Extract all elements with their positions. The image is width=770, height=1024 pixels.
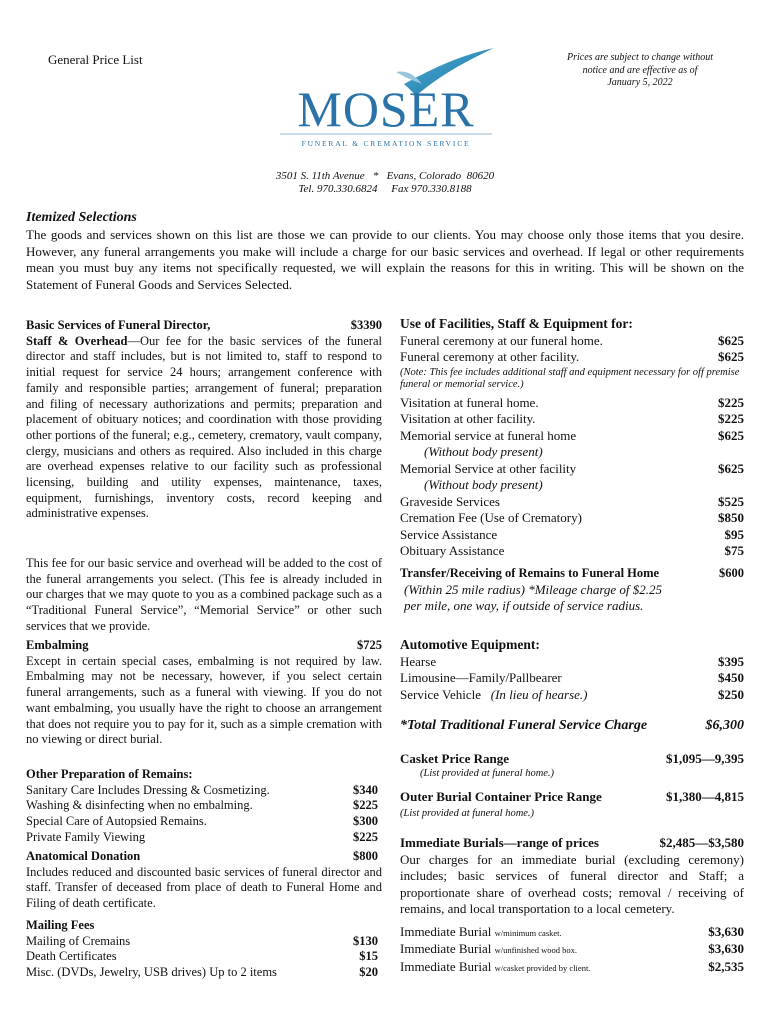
immediate-burial-title: Immediate Burials—range of prices [400,835,599,850]
list-item: Funeral ceremony at our funeral home. $625 [400,332,744,348]
list-item-sub: (Without body present) [424,477,543,492]
outer-container-price: $1,380—4,815 [666,789,744,804]
other-prep-section [26,767,382,846]
other-prep-title: Other Preparation of Remains: [26,767,193,781]
list-item: Graveside Services $525 [400,493,744,509]
list-item: Misc. (DVDs, Jewelry, USB drives) Up to 2 items $20 [26,965,378,980]
outer-container-section [400,789,744,820]
embalming-title: Embalming [26,638,89,652]
anatomical-section [26,849,382,912]
outer-container-note: (List provided at funeral home.) [400,807,535,819]
facilities-title: Use of Facilities, Staff & Equipment for: [400,316,633,331]
list-item: Washing & disinfecting when no embalming. $225 [26,798,378,813]
embalming-price: $725 [357,638,382,652]
facilities-note: (Note: This fee includes additional staff and equipment necessary for off premise funeral or memorial service.) [400,366,740,390]
section-title: Itemized Selections [26,210,137,225]
prices-note-line: January 5, 2022 [607,77,673,88]
list-item: Visitation at funeral home. $225 [400,394,744,410]
total-label: *Total Traditional Funeral Service Charge [400,718,648,733]
immediate-burial-price: $2,485—$3,580 [659,835,744,850]
list-item: Service Assistance $95 [400,526,744,542]
prices-note-line: Prices are subject to change without [567,52,713,63]
list-item-sub: (Without body present) [424,444,543,459]
address [0,170,770,196]
basic-services-section [26,318,382,522]
list-item: Sanitary Care Includes Dressing & Cosmetizing. $340 [26,782,378,797]
immediate-burial-section [400,835,744,976]
prices-note-line: notice and are effective as of [582,64,698,76]
automotive-section [400,637,744,703]
address-line: 3501 S. 11th Avenue * Evans, Colorado 80620 [275,170,495,182]
list-item: Immediate Burial w/casket provided by client. $2,535 [400,958,744,974]
phone-fax-line: Tel. 970.330.6824 Fax 970.330.8188 [298,183,472,195]
intro-paragraph: The goods and services shown on this list are those we can provide to our clients. You may choose only those items that you desire. However, any funeral arrangements you make will include a charge for our basic services and overhead. If legal or other requirements mean you must buy any items not specifically requested, we will explain the reasons for this in writing. This will be shown on the Statement of Funeral Goods and Services Selected. [26,227,744,292]
list-item: Immediate Burial w/minimum casket. $3,630 [400,923,744,939]
total-price: $6,300 [705,718,744,733]
basic-services-text: —Our fee for the basic services of the funeral director and staff includes, but is not limited to, staff to respond to initial request for service 24 hours; arrangement conference with family and responsible parties; arrangement of funeral; preparation and filing of necessary authorizations and permits; preparation and placement of obituary notices; and coordination with those providing other portions of the funeral; e.g., cemetery, crematory, vault company, clergy, musicians and others as required. Also included in this charge are overhead expenses relative to our facility such as professional licensing, building and utility expenses, maintenance, taxes, equipment, furnishings, inventory costs, record keeping and administrative expenses. [26,333,382,521]
moser-logo [276,46,496,156]
automotive-title: Automotive Equipment: [400,637,540,652]
list-item: Hearse $395 [400,653,744,669]
transfer-section [400,565,744,615]
list-item: Immediate Burial w/unfinished wood box. $3,630 [400,941,744,956]
embalming-text: Except in certain special cases, embalming is not required by law. Embalming may not be necessary, however, if you select certain funeral arrangements, such as a funeral with viewing. If you do not want embalming, you usually have the right to choose an arrangement that does not require you to pay for it, such as a simple cremation with no viewing or direct burial. [26,653,382,747]
total-row [400,718,744,735]
mailing-title: Mailing Fees [26,918,95,932]
list-item: Memorial Service at other facility $625 [400,460,744,476]
casket-price: $1,095—9,395 [666,751,744,766]
list-item: Limousine—Family/Pallbearer $450 [400,670,744,685]
mailing-section [26,918,382,981]
list-item: Special Care of Autopsied Remains. $300 [26,814,378,829]
casket-section [400,751,744,780]
basic-services-note: This fee for our basic service and overhead will be added to the cost of the funeral arrangements you select. (This fee is already included in our charges that we may quote to you as a combined package such as a “Traditional Funeral Service”, “Memorial Service” or other such services that we provide. [26,556,382,633]
list-item: Memorial service at funeral home $625 [400,427,744,443]
basic-services-title: Basic Services of Funeral Director, [26,318,211,332]
embalming-section [26,638,382,748]
list-item: Obituary Assistance $75 [400,543,744,558]
prices-note [540,52,740,90]
casket-note: (List provided at funeral home.) [420,767,555,779]
facilities-section [400,316,744,560]
casket-label: Casket Price Range [400,751,510,766]
list-item: Mailing of Cremains $130 [26,933,378,948]
basic-services-price: $3390 [350,318,382,332]
transfer-title: Transfer/Receiving of Remains to Funeral Home [400,566,660,580]
list-item: Visitation at other facility. $225 [400,411,744,426]
anatomical-price: $800 [353,849,378,863]
list-item: Death Certificates $15 [26,949,378,964]
brand-subtitle: FUNERAL & CREMATION SERVICE [301,139,471,148]
transfer-note: (Within 25 mile radius) *Mileage charge of $2.25 per mile, one way, if outside of service radius. [404,581,663,613]
brand-name: MOSER [297,81,475,137]
outer-container-label: Outer Burial Container Price Range [400,789,602,804]
list-item: Cremation Fee (Use of Crematory) $850 [400,510,744,525]
list-item: Private Family Viewing $225 [26,829,378,844]
page-title: General Price List [48,52,143,67]
list-item: Service Vehicle (In lieu of hearse.) $250 [400,686,744,702]
immediate-burial-text: Our charges for an immediate burial (excluding ceremony) includes; basic services of funeral director and Staff; a proportionate share of overhead costs; removal / receiving of remains, and local transportation to a local cemetery. [400,851,744,916]
anatomical-text: Includes reduced and discounted basic services of funeral director and staff. Transfer of deceased from place of death to Funeral Home and Filing of death certificate. [26,864,382,911]
transfer-price: $600 [719,566,744,580]
basic-services-lead: Staff & Overhead [26,333,128,348]
anatomical-title: Anatomical Donation [26,849,141,863]
list-item: Funeral ceremony at other facility. $625 [400,349,744,364]
